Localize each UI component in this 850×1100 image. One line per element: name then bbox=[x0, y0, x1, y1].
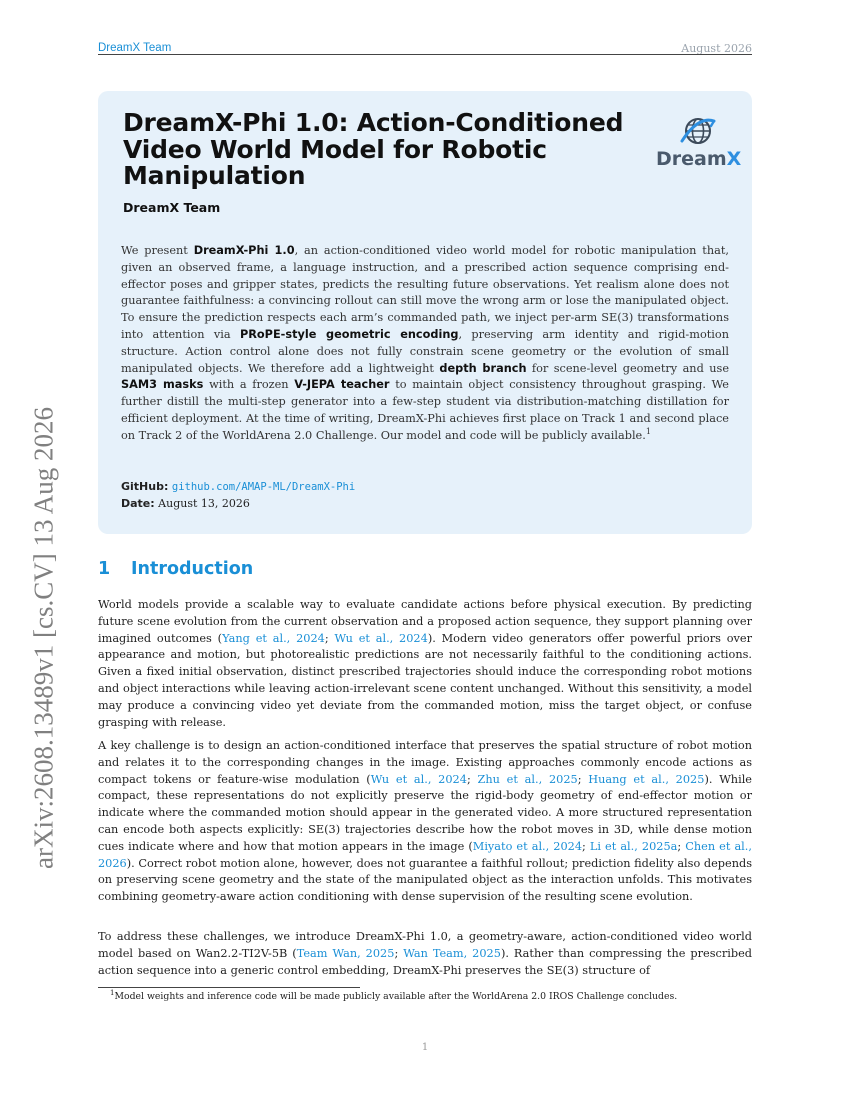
footnote-marker[interactable]: 1 bbox=[645, 427, 651, 436]
paper-title: DreamX-Phi 1.0: Action-Conditioned Video World Model for Robotic Manipulation bbox=[123, 108, 624, 190]
github-line bbox=[121, 480, 729, 493]
citation-link[interactable]: Chen et al., 2026 bbox=[98, 839, 752, 870]
citation-link[interactable]: Miyato et al., 2024 bbox=[472, 839, 583, 853]
arxiv-identifier: arXiv:2608.13489v1 [cs.CV] 13 Aug 2026 bbox=[28, 407, 59, 869]
github-link[interactable]: github.com/AMAP-ML/DreamX-Phi bbox=[171, 481, 356, 493]
citation-link[interactable]: Wan Team, 2025 bbox=[403, 946, 501, 960]
intro-paragraph-2: A key challenge is to design an action-conditioned interface that preserves the spatial structure of robot motion and relates it to the corresponding changes in the image. Existing approaches commonly encode actions as compact tokens or feature-wise modulation (Wu et al., 2024; Zhu et al., 2025; Huang et al., 2025). While compact, these representations do not explicitly preserve the rigid-body geometry of end-effector motion or indicate where the commanded motion should appear in the generated video. A more structured representation can encode both aspects explicitly: SE(3) trajectories describe how the robot moves in 3D, while dense motion cues indicate where and how that motion appears in the image (Miyato et al., 2024; Li et al., 2025a; Chen et al., 2026). Correct robot motion alone, however, does not guarantee a faithful rollout; prediction fidelity also depends on preserving scene geometry and the state of the manipulated object as the interaction unfolds. This motivates combining geometry-aware action conditioning with dense supervision of the resulting scene evolution. bbox=[98, 739, 752, 904]
date-line bbox=[121, 497, 729, 510]
citation-link[interactable]: Yang et al., 2024 bbox=[222, 631, 325, 645]
footnote: $^1$Model weights and inference code will be made publicly available after the WorldArena 2.0 IROS Challenge concludes. bbox=[110, 989, 678, 1003]
citation-link[interactable]: Li et al., 2025a bbox=[589, 839, 678, 853]
running-header-left: DreamX Team bbox=[98, 42, 172, 54]
citation-link[interactable]: Wu et al., 2024 bbox=[370, 772, 467, 786]
globe-icon bbox=[679, 114, 717, 148]
running-header-date: August 2026 bbox=[681, 42, 752, 55]
github-label: GitHub: bbox=[121, 480, 169, 493]
header-divider bbox=[98, 54, 752, 55]
citation-link[interactable]: Team Wan, 2025 bbox=[296, 946, 395, 960]
citation-link[interactable]: Wu et al., 2024 bbox=[334, 631, 428, 645]
citation-link[interactable]: Huang et al., 2025 bbox=[588, 772, 705, 786]
dreamx-logo bbox=[656, 114, 740, 172]
intro-paragraph-3: To address these challenges, we introduce DreamX-Phi 1.0, a geometry-aware, action-conditioned video world model based on Wan2.2-TI2V-5B (Team Wan, 2025; Wan Team, 2025). Rather than compressing the prescribed action sequence into a generic control embedding, DreamX-Phi preserves the SE(3) structure of bbox=[98, 930, 752, 977]
date-label: Date: bbox=[121, 497, 155, 510]
citation-link[interactable]: Zhu et al., 2025 bbox=[477, 772, 578, 786]
footnote-divider bbox=[98, 987, 360, 988]
logo-wordmark: DreamX bbox=[656, 148, 742, 170]
intro-paragraph-1: World models provide a scalable way to evaluate candidate actions before physical execution. By predicting future scene evolution from the current observation and a proposed action sequence, they support planning over imagined outcomes (Yang et al., 2024; Wu et al., 2024). Modern video generators offer powerful priors over appearance and motion, but photorealistic predictions are not necessarily faithful to the conditioning actions. Given a fixed initial observation, distinct prescribed trajectories should induce the corresponding robot motions and object interactions while leaving action-irrelevant scene content unchanged. Without this sensitivity, a model may produce a convincing video yet deviate from the commanded motion, miss the target object, or confuse grasping with release. bbox=[98, 598, 752, 729]
abstract-text: We present DreamX-Phi 1.0, an action-conditioned video world model for robotic manipulation that, given an observed frame, a language instruction, and a prescribed action sequence comprising end-effector poses and gripper states, predicts the resulting future observations. Yet realism alone does not guarantee faithfulness: a convincing rollout can still move the wrong arm or lose the manipulated object. To ensure the prediction respects each arm’s commanded path, we inject per-arm SE(3) transformations into attention via PRoPE-style geometric encoding, preserving arm identity and rigid-motion structure. Action control alone does not fully constrain scene geometry or the evolution of small manipulated objects. We therefore add a lightweight depth branch for scene-level geometry and use SAM3 masks with a frozen V-JEPA teacher to maintain object consistency throughout grasping. We further distill the multi-step generator into a few-step student via distribution-matching distillation for efficient deployment. At the time of writing, DreamX-Phi achieves first place on Track 1 and second place on Track 2 of the WorldArena 2.0 Challenge. Our model and code will be publicly available.$^1$ bbox=[121, 244, 730, 442]
paper-author: DreamX Team bbox=[123, 200, 221, 215]
page-number: 1 bbox=[421, 1042, 429, 1053]
section-heading-introduction: 1 Introduction bbox=[98, 559, 254, 579]
date-value: August 13, 2026 bbox=[158, 497, 250, 510]
